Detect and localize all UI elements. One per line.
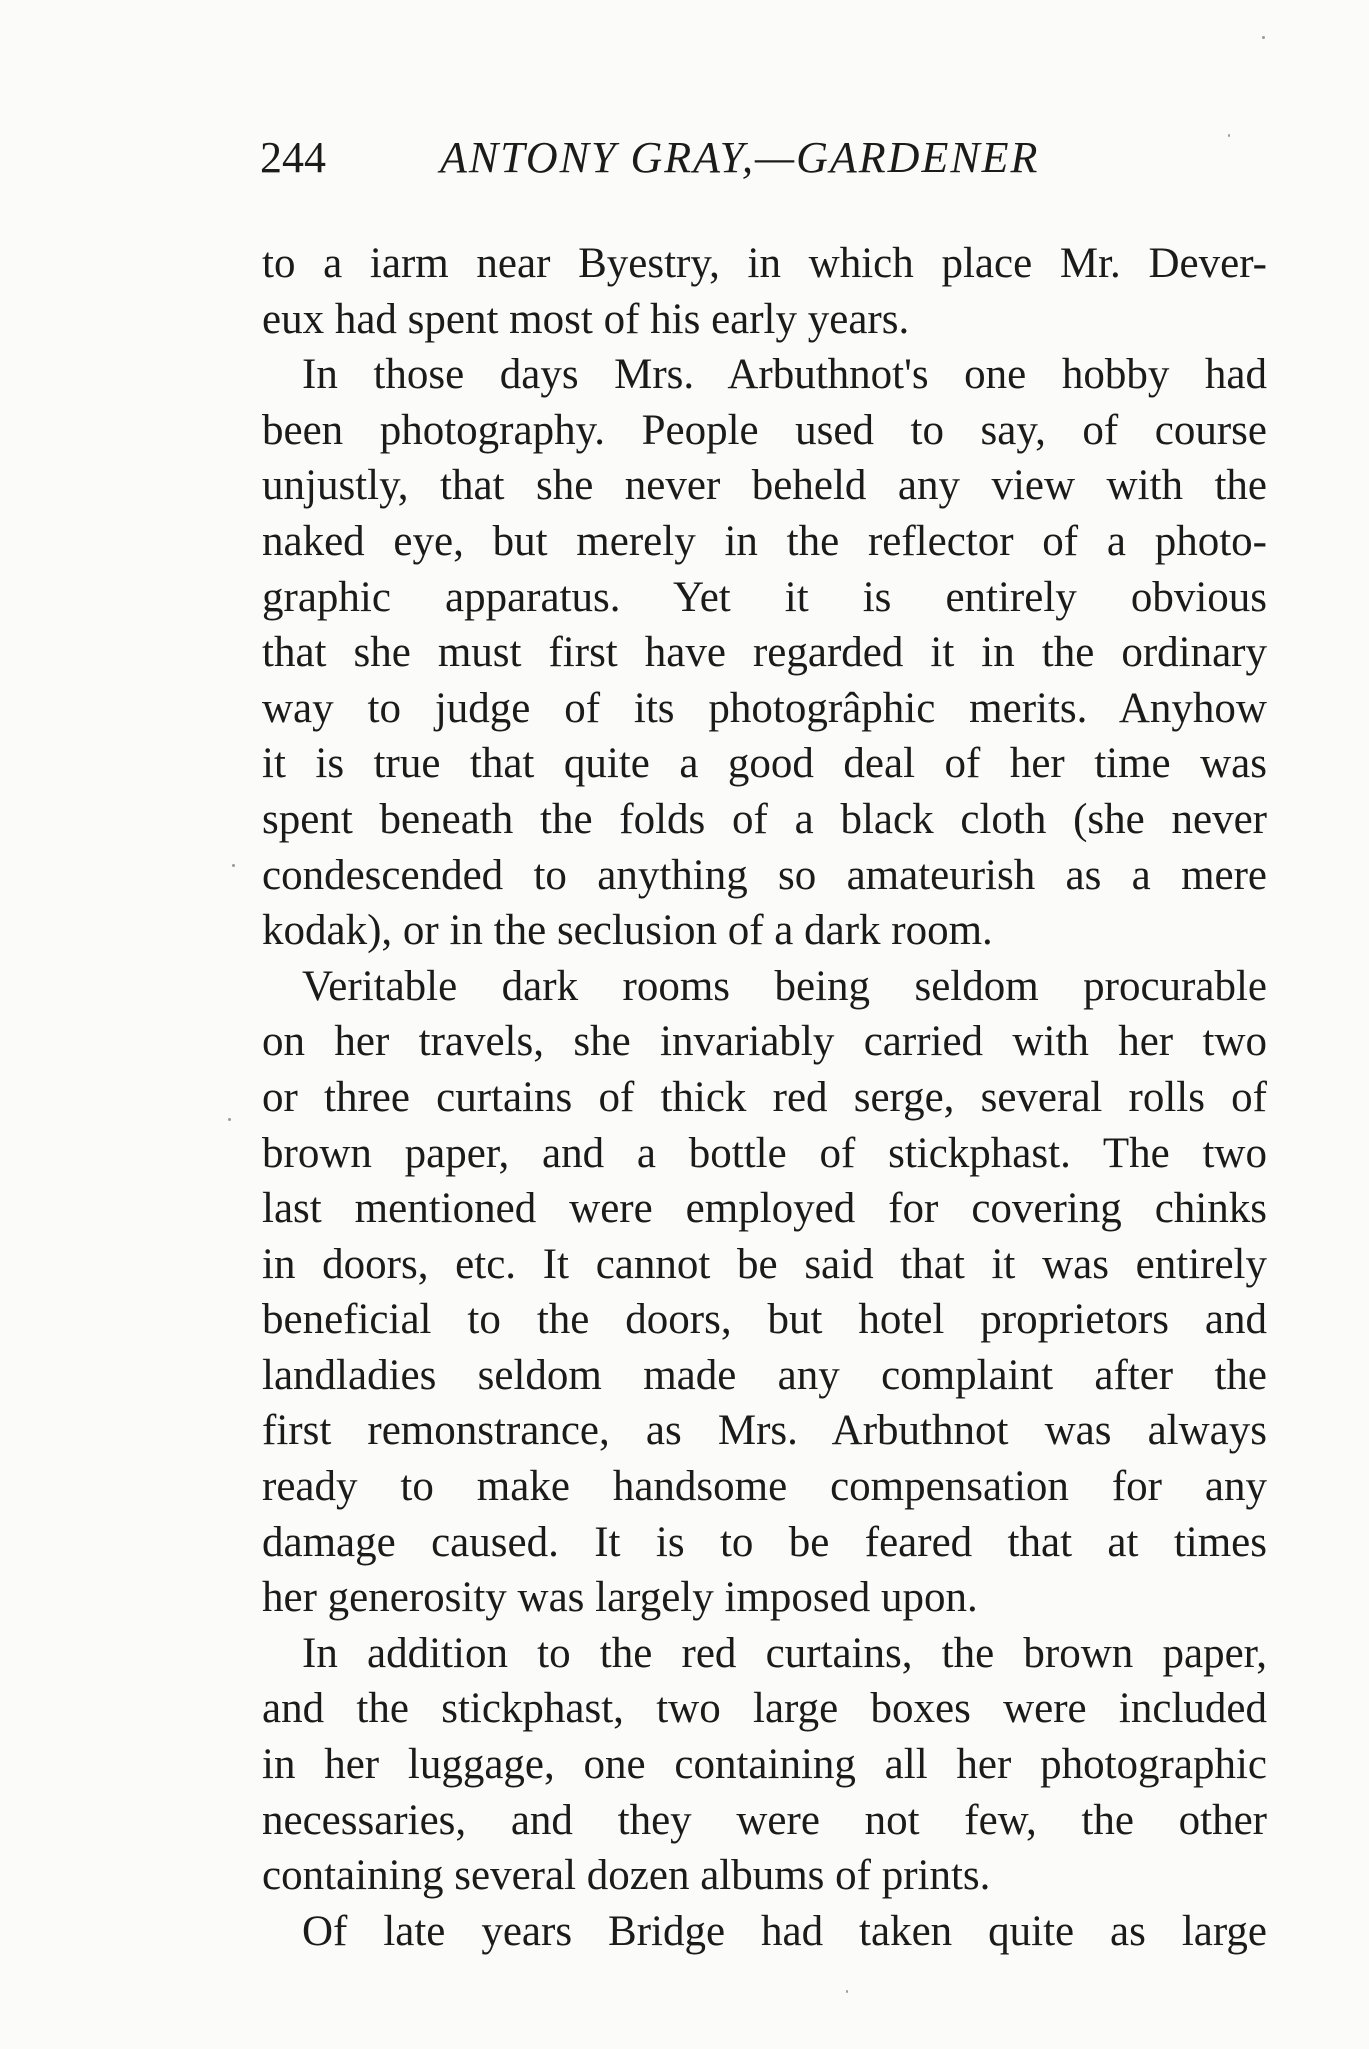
text-line: kodak), or in the seclusion of a dark room. bbox=[262, 907, 993, 955]
paragraph-first-line: Veritable dark rooms being seldom procurable bbox=[302, 962, 1267, 1010]
text-line: unjustly, that she never beheld any view with the bbox=[262, 462, 1267, 510]
paper-speck bbox=[228, 1118, 231, 1121]
text-line: been photography. People used to say, of course bbox=[262, 406, 1267, 454]
text-line: brown paper, and a bottle of stickphast. The two bbox=[262, 1129, 1267, 1177]
text-line: and the stickphast, two large boxes were included bbox=[262, 1685, 1267, 1733]
text-line: landladies seldom made any complaint after the bbox=[262, 1351, 1267, 1399]
text-line: graphic apparatus. Yet it is entirely obvious bbox=[262, 573, 1267, 621]
text-line: way to judge of its photogrâphic merits. Anyhow bbox=[262, 684, 1267, 732]
paper-speck bbox=[1262, 36, 1265, 39]
text-line: that she must first have regarded it in the ordinary bbox=[262, 629, 1267, 677]
text-line: last mentioned were employed for covering chinks bbox=[262, 1185, 1267, 1233]
text-line: or three curtains of thick red serge, several rolls of bbox=[262, 1073, 1267, 1121]
text-line: to a iarm near Byestry, in which place Mr. Dever- bbox=[262, 240, 1267, 287]
paragraph-first-line: Of late years Bridge had taken quite as large bbox=[302, 1907, 1267, 1955]
paragraph-first-line: In those days Mrs. Arbuthnot's one hobby had bbox=[302, 351, 1267, 399]
body-text bbox=[262, 236, 1267, 1959]
text-line: her generosity was largely imposed upon. bbox=[262, 1574, 978, 1622]
text-line: spent beneath the folds of a black cloth (she never bbox=[262, 795, 1267, 843]
paper-speck bbox=[1228, 134, 1230, 137]
text-line: ready to make handsome compensation for any bbox=[262, 1463, 1267, 1511]
text-line: it is true that quite a good deal of her time was bbox=[262, 740, 1267, 788]
text-line: beneficial to the doors, but hotel proprietors and bbox=[262, 1296, 1267, 1344]
text-line: in her luggage, one containing all her photographic bbox=[262, 1741, 1267, 1789]
paper-speck bbox=[232, 864, 235, 867]
paragraph-first-line: In addition to the red curtains, the brown paper, bbox=[302, 1629, 1267, 1677]
paper-speck bbox=[846, 1990, 848, 1993]
text-line: condescended to anything so amateurish as a mere bbox=[262, 851, 1267, 899]
text-line: eux had spent most of his early years. bbox=[262, 295, 910, 343]
page-number: 244 bbox=[260, 133, 326, 182]
text-line: damage caused. It is to be feared that at times bbox=[262, 1518, 1267, 1566]
text-line: containing several dozen albums of prints. bbox=[262, 1852, 991, 1900]
page-header bbox=[260, 128, 1270, 188]
text-line: on her travels, she invariably carried with her two bbox=[262, 1018, 1267, 1066]
text-line: naked eye, but merely in the reflector of a photo- bbox=[262, 517, 1267, 565]
text-line: in doors, etc. It cannot be said that it was entirely bbox=[262, 1240, 1267, 1288]
text-line: first remonstrance, as Mrs. Arbuthnot was always bbox=[262, 1407, 1267, 1455]
running-title: ANTONY GRAY,—GARDENER bbox=[440, 133, 1040, 182]
text-line: necessaries, and they were not few, the other bbox=[262, 1796, 1267, 1844]
